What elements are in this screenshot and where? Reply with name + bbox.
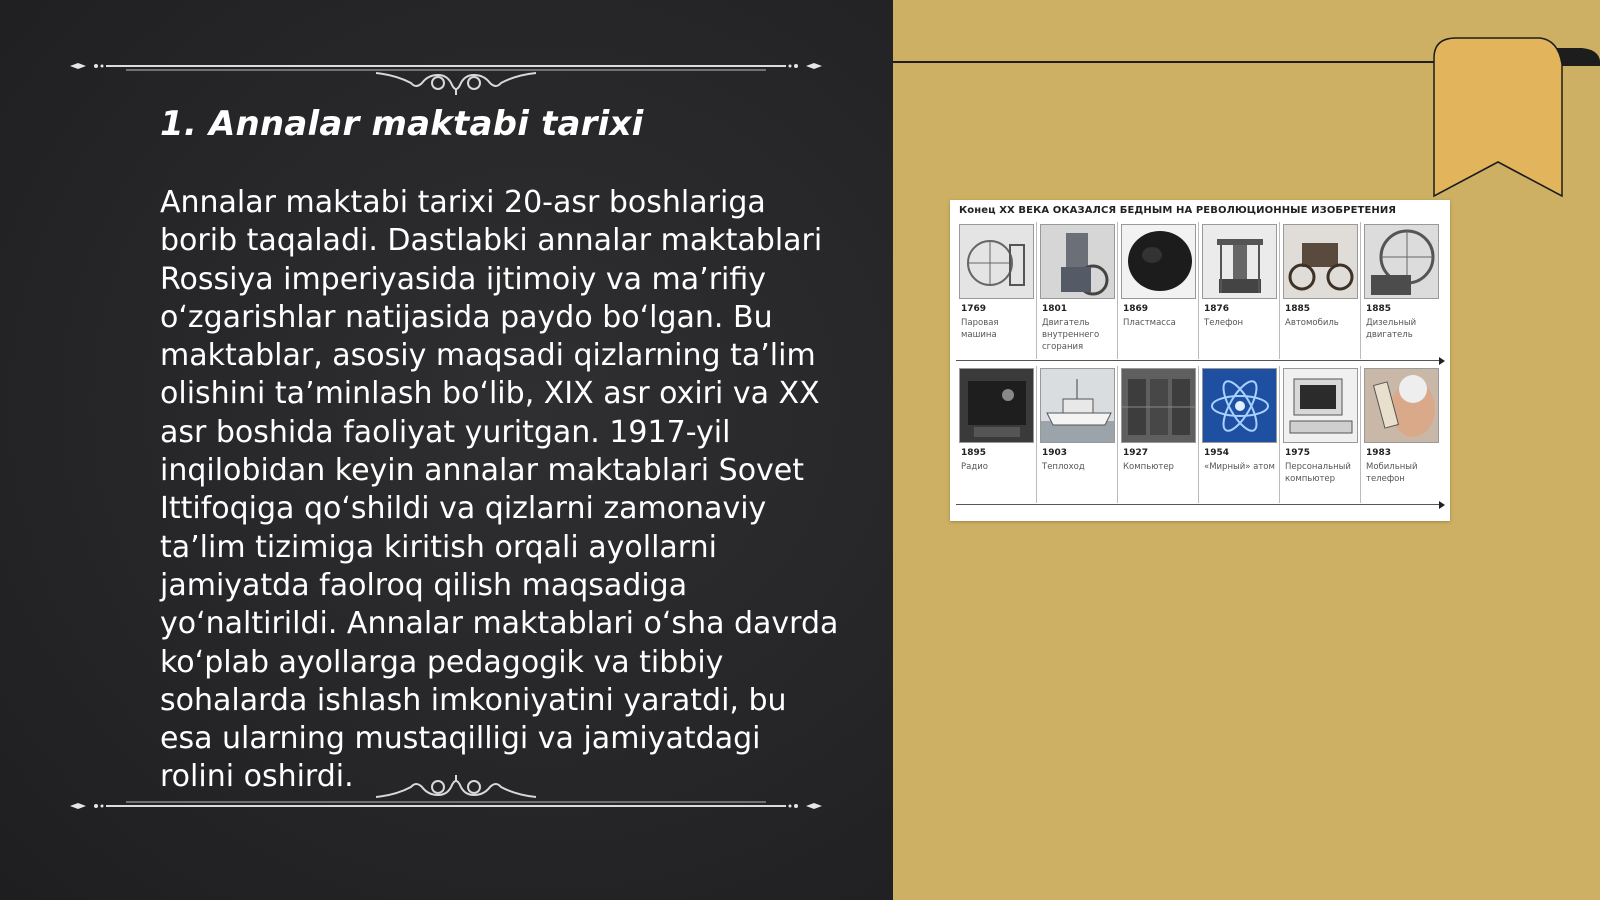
personal-computer-photo-icon <box>1283 368 1358 443</box>
motor-ship-photo-icon <box>1040 368 1115 443</box>
figure-title: Конец XX ВЕКА ОКАЗАЛСЯ БЕДНЫМ НА РЕВОЛЮЦИОННЫЕ ИЗОБРЕТЕНИЯ <box>959 205 1397 216</box>
invention-cell <box>1361 222 1441 359</box>
invention-year: 1801 <box>1042 304 1068 314</box>
invention-year: 1869 <box>1123 304 1149 314</box>
invention-year: 1895 <box>961 448 987 458</box>
invention-label: Дизельный двигатель <box>1366 318 1417 340</box>
automobile-photo-icon <box>1283 224 1358 299</box>
plastic-photo-icon <box>1121 224 1196 299</box>
bookmark-ribbon-icon <box>1432 36 1600 201</box>
timeline-arrow-icon <box>1439 357 1445 365</box>
invention-year: 1885 <box>1366 304 1392 314</box>
invention-cell <box>1280 366 1361 503</box>
figure-row-1 <box>956 222 1439 361</box>
invention-cell <box>956 366 1037 503</box>
invention-cell <box>956 222 1037 359</box>
inventions-figure <box>950 200 1450 521</box>
invention-label: Персональный компьютер <box>1285 462 1351 484</box>
invention-year: 1876 <box>1204 304 1230 314</box>
timeline-arrow-icon <box>1439 501 1445 509</box>
diesel-engine-photo-icon <box>1364 224 1439 299</box>
steam-engine-photo-icon <box>959 224 1034 299</box>
slide-title: 1. Annalar maktabi tarixi <box>160 104 644 144</box>
computer-photo-icon <box>1121 368 1196 443</box>
slide-body-text: Annalar maktabi tarixi 20-asr boshlariga borib taqaladi. Dastlabki annalar maktablari Rossiya imperiyasida ijtimoiy va ma’rifiy o‘zgarishlar natijasida paydo bo‘lgan. Bu maktablar, asosiy maqsadi qizlarning ta’lim olishini ta’minlash bo‘lib, XIX asr oxiri va XX asr boshida faoliyat yuritgan. 1917-yil inqilobidan keyin annalar maktablari Sovet Ittifoqiga qo‘shildi va qizlarni zamonaviy ta’lim tizimiga kiritish orqali ayollarni jamiyatda faolroq qilish maqsadiga yo‘naltirildi. Annalar maktablari o‘sha davrda ko‘plab ayollarga pedagogik va tibbiy sohalarda ishlash imkoniyatini yaratdi, bu esa ularning mustaqilligi va jamiyatdagi rolini oshirdi. <box>160 185 839 795</box>
invention-label: Радио <box>961 462 988 472</box>
atom-photo-icon <box>1202 368 1277 443</box>
telephone-photo-icon <box>1202 224 1277 299</box>
ornament-divider-top <box>66 45 826 95</box>
invention-year: 1927 <box>1123 448 1149 458</box>
radio-photo-icon <box>959 368 1034 443</box>
invention-label: Телефон <box>1204 318 1244 328</box>
invention-year: 1903 <box>1042 448 1068 458</box>
invention-cell <box>1037 222 1118 359</box>
invention-label: Пластмасса <box>1123 318 1176 328</box>
mobile-phone-photo-icon <box>1364 368 1439 443</box>
invention-label: Автомобиль <box>1285 318 1339 328</box>
invention-cell <box>1199 222 1280 359</box>
invention-label: Мобильный телефон <box>1366 462 1418 484</box>
invention-cell <box>1361 366 1441 503</box>
invention-cell <box>1118 222 1199 359</box>
invention-cell <box>1037 366 1118 503</box>
invention-year: 1975 <box>1285 448 1311 458</box>
invention-year: 1954 <box>1204 448 1230 458</box>
invention-label: Паровая машина <box>961 318 999 340</box>
invention-year: 1983 <box>1366 448 1392 458</box>
invention-label: Двигатель внутреннего сгорания <box>1042 318 1100 352</box>
ornament-divider-bottom <box>66 775 826 825</box>
invention-cell <box>1199 366 1280 503</box>
invention-year: 1885 <box>1285 304 1311 314</box>
figure-row-2 <box>956 366 1439 505</box>
invention-label: Компьютер <box>1123 462 1174 472</box>
combustion-engine-photo-icon <box>1040 224 1115 299</box>
invention-label: «Мирный» атом <box>1204 462 1275 472</box>
invention-cell <box>1118 366 1199 503</box>
invention-label: Теплоход <box>1042 462 1085 472</box>
invention-year: 1769 <box>961 304 987 314</box>
invention-cell <box>1280 222 1361 359</box>
